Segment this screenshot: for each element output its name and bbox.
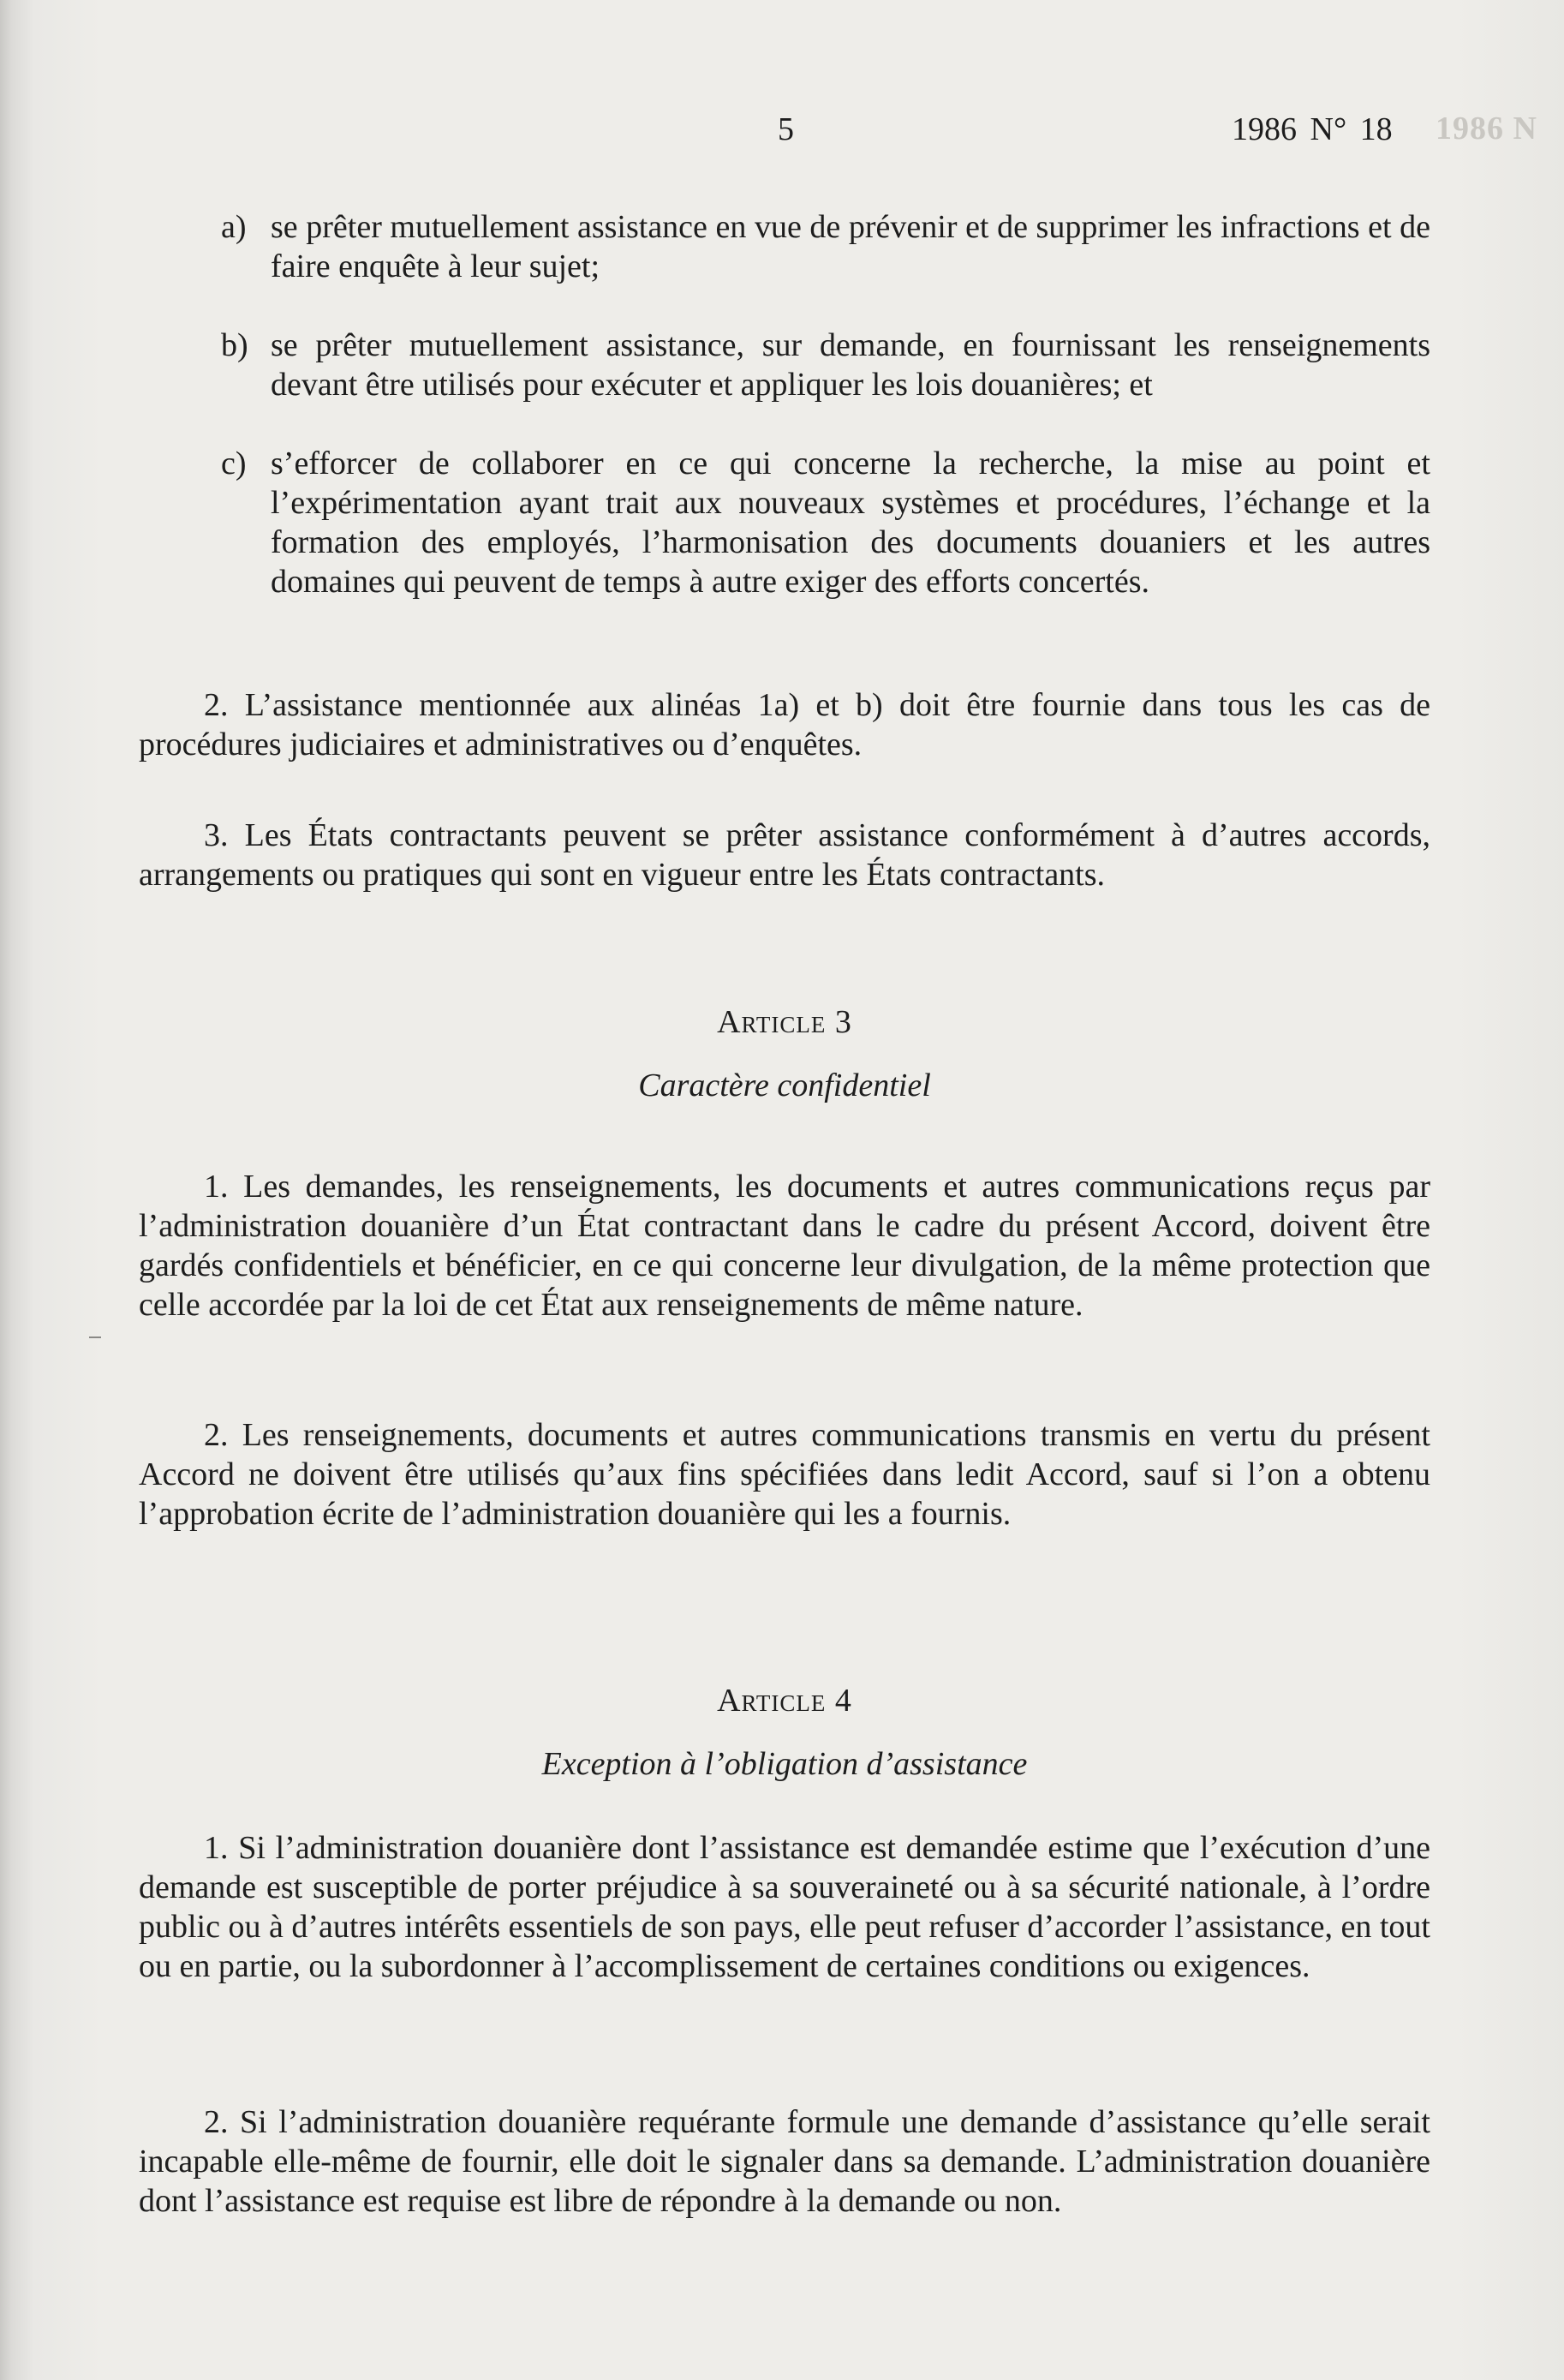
list-item-text: se prêter mutuellement assistance en vue de prévenir et de supprimer les infractions et de faire enquête à leur sujet; [271, 209, 1430, 284]
list-item-b [221, 326, 1430, 404]
margin-mark [89, 1337, 101, 1338]
page-number: 5 [778, 111, 794, 147]
paragraph-3: 3. Les États contractants peuvent se prêter assistance conformément à d’autres accords, arrangements ou pratiques qui sont en vigueur entre les États contractants. [139, 817, 1430, 893]
article-4-subtitle: Exception à l’obligation d’assistance [541, 1746, 1028, 1782]
list-marker: a) [221, 209, 247, 245]
list-item-text: s’efforcer de collaborer en ce qui concerne la recherche, la mise au point et l’expérimentation ayant trait aux nouveaux systèmes et procédures, l’échange et la formation des employés, l’harmonisation des documents douaniers et les autres domaines qui peuvent de temps à autre exiger des efforts concertés. [271, 446, 1430, 600]
list-marker: b) [221, 327, 248, 363]
bleed-through-header: 1986 N [1436, 111, 1537, 147]
article-3-title: Article 3 [717, 1004, 852, 1040]
paragraph-2: 2. L’assistance mentionnée aux alinéas 1a) et b) doit être fournie dans tous les cas de procédures judiciaires et administratives ou d’enquêtes. [139, 687, 1430, 762]
list-item-text: se prêter mutuellement assistance, sur demande, en fournissant les renseignements devant être utilisés pour exécuter et appliquer les lois douanières; et [271, 327, 1430, 403]
list-item-c [221, 444, 1430, 601]
list-item-a [221, 207, 1430, 286]
article-4-title: Article 4 [717, 1683, 852, 1719]
article-3-subtitle: Caractère confidentiel [638, 1067, 931, 1103]
article-4-paragraph-1: 1. Si l’administration douanière dont l’assistance est demandée estime que l’exécution d’une demande est susceptible de porter préjudice à sa souveraineté ou à sa sécurité nationale, à l’ordre public ou à d’autres intérêts essentiels de son pays, elle peut refuser d’accorder l’assistance, en tout ou en partie, ou la subordonner à l’accomplissement de certaines conditions ou exigences. [139, 1830, 1430, 1984]
document-reference: 1986 N° 18 [1232, 111, 1393, 147]
article-4-paragraph-2: 2. Si l’administration douanière requérante formule une demande d’assistance qu’elle serait incapable elle-même de fournir, elle doit le signaler dans sa demande. L’administration douanière dont l’assistance est requise est libre de répondre à la demande ou non. [139, 2104, 1430, 2219]
article-3-paragraph-1: 1. Les demandes, les renseignements, les documents et autres communications reçus par l’administration douanière d’un État contractant dans le cadre du présent Accord, doivent être gardés confidentiels et bénéficier, en ce qui concerne leur divulgation, de la même protection que celle accordée par la loi de cet État aux renseignements de même nature. [139, 1169, 1430, 1323]
list-marker: c) [221, 446, 247, 481]
article-3-paragraph-2: 2. Les renseignements, documents et autres communications transmis en vertu du présent Accord ne doivent être utilisés qu’aux fins spécifiées dans ledit Accord, sauf si l’on a obtenu l’approbation écrite de l’administration douanière qui les a fournis. [139, 1417, 1430, 1532]
